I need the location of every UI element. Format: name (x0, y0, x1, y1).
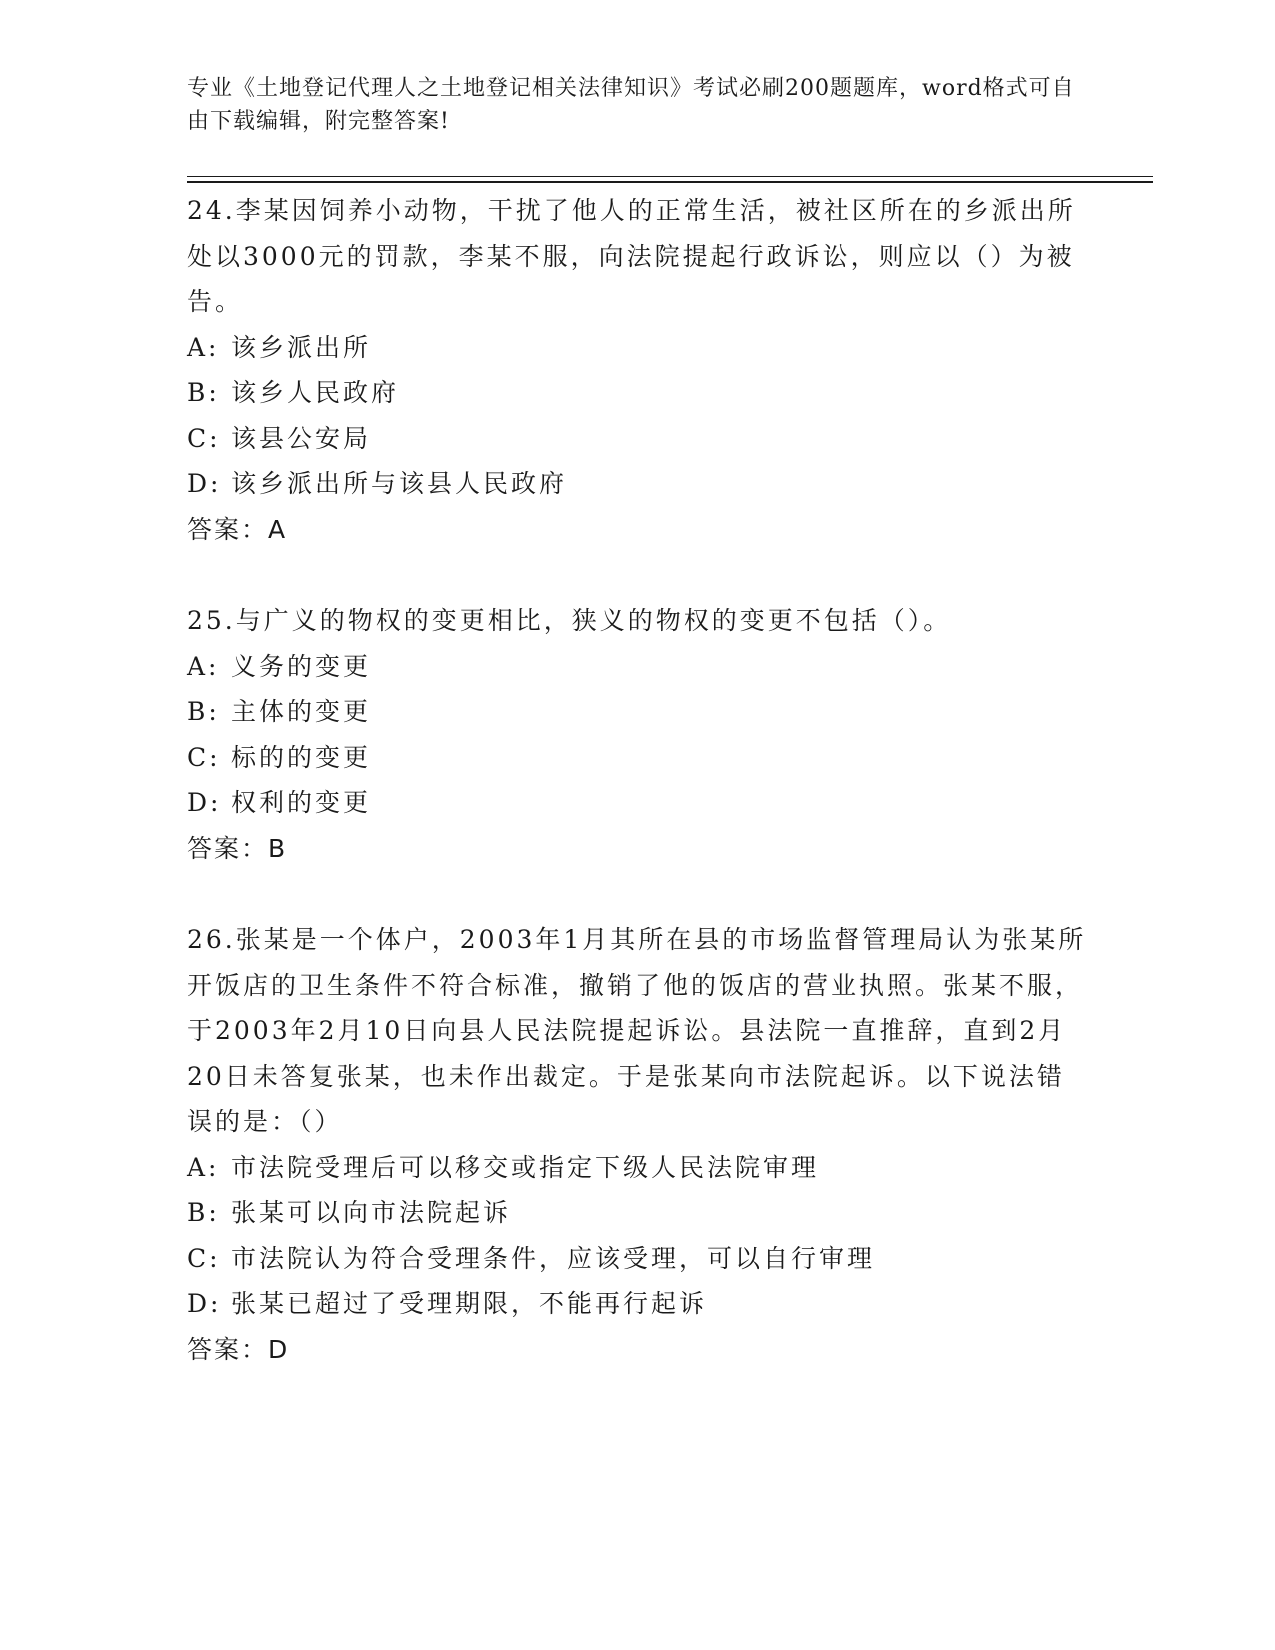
question-stem: 24.李某因饲养小动物，干扰了他人的正常生活，被社区所在的乡派出所处以3000元的罚款，李某不服，向法院提起行政诉讼，则应以（）为被告。 (187, 196, 1076, 316)
question-24 (187, 188, 1087, 552)
option-c (187, 735, 1087, 781)
option-key: D: (187, 1289, 222, 1318)
option-text: 市法院认为符合受理条件，应该受理，可以自行审理 (231, 1243, 876, 1273)
option-text: 张某可以向市法院起诉 (231, 1198, 512, 1227)
option-text: 主体的变更 (231, 697, 372, 726)
option-text: 该县公安局 (231, 423, 372, 453)
option-key: B: (187, 697, 220, 726)
option-text: 张某已超过了受理期限，不能再行起诉 (231, 1289, 708, 1318)
option-key: D: (187, 788, 222, 817)
option-text: 该乡派出所与该县人民政府 (231, 469, 568, 498)
option-b (187, 1190, 1087, 1236)
answer-label: 答案：A (187, 514, 288, 544)
option-key: B: (187, 1198, 220, 1227)
option-key: A: (187, 1152, 220, 1182)
header-divider-thin (187, 176, 1153, 177)
option-a (187, 325, 1087, 371)
option-d (187, 1281, 1087, 1327)
option-key: B: (187, 378, 220, 407)
option-b (187, 689, 1087, 735)
question-26 (187, 917, 1087, 1372)
option-text: 权利的变更 (231, 788, 372, 817)
option-c (187, 1236, 1087, 1282)
option-b (187, 370, 1087, 416)
question-list (187, 188, 1087, 1418)
option-c (187, 416, 1087, 462)
question-stem: 25.与广义的物权的变更相比，狭义的物权的变更不包括（）。 (187, 606, 952, 635)
option-d (187, 461, 1087, 507)
option-a (187, 644, 1087, 690)
option-text: 该乡派出所 (231, 332, 372, 362)
option-text: 市法院受理后可以移交或指定下级人民法院审理 (231, 1152, 820, 1182)
option-text: 该乡人民政府 (231, 378, 400, 407)
option-d (187, 780, 1087, 826)
option-key: A: (187, 332, 220, 362)
answer-label: 答案：B (187, 833, 288, 863)
document-header: 专业《土地登记代理人之土地登记相关法律知识》考试必刷200题题库，word格式可自由下载编辑，附完整答案! (187, 76, 1075, 134)
option-key: C: (187, 1243, 221, 1273)
option-text: 标的的变更 (231, 742, 372, 772)
option-key: C: (187, 742, 221, 772)
option-text: 义务的变更 (231, 651, 372, 681)
option-key: D: (187, 469, 222, 498)
option-a (187, 1145, 1087, 1191)
question-25 (187, 598, 1087, 871)
question-stem: 26.张某是一个体户，2003年1月其所在县的市场监督管理局认为张某所开饭店的卫生条件不符合标准，撤销了他的饭店的营业执照。张某不服，于2003年2月10日向县人民法院提起诉讼。县法院一直推辞，直到2月20日未答复张某，也未作出裁定。于是张某向市法院起诉。以下说法错误的是：（） (187, 925, 1087, 1136)
header-divider-thick (187, 181, 1153, 183)
option-key: C: (187, 423, 221, 453)
answer-label: 答案：D (187, 1334, 290, 1364)
option-key: A: (187, 651, 220, 681)
